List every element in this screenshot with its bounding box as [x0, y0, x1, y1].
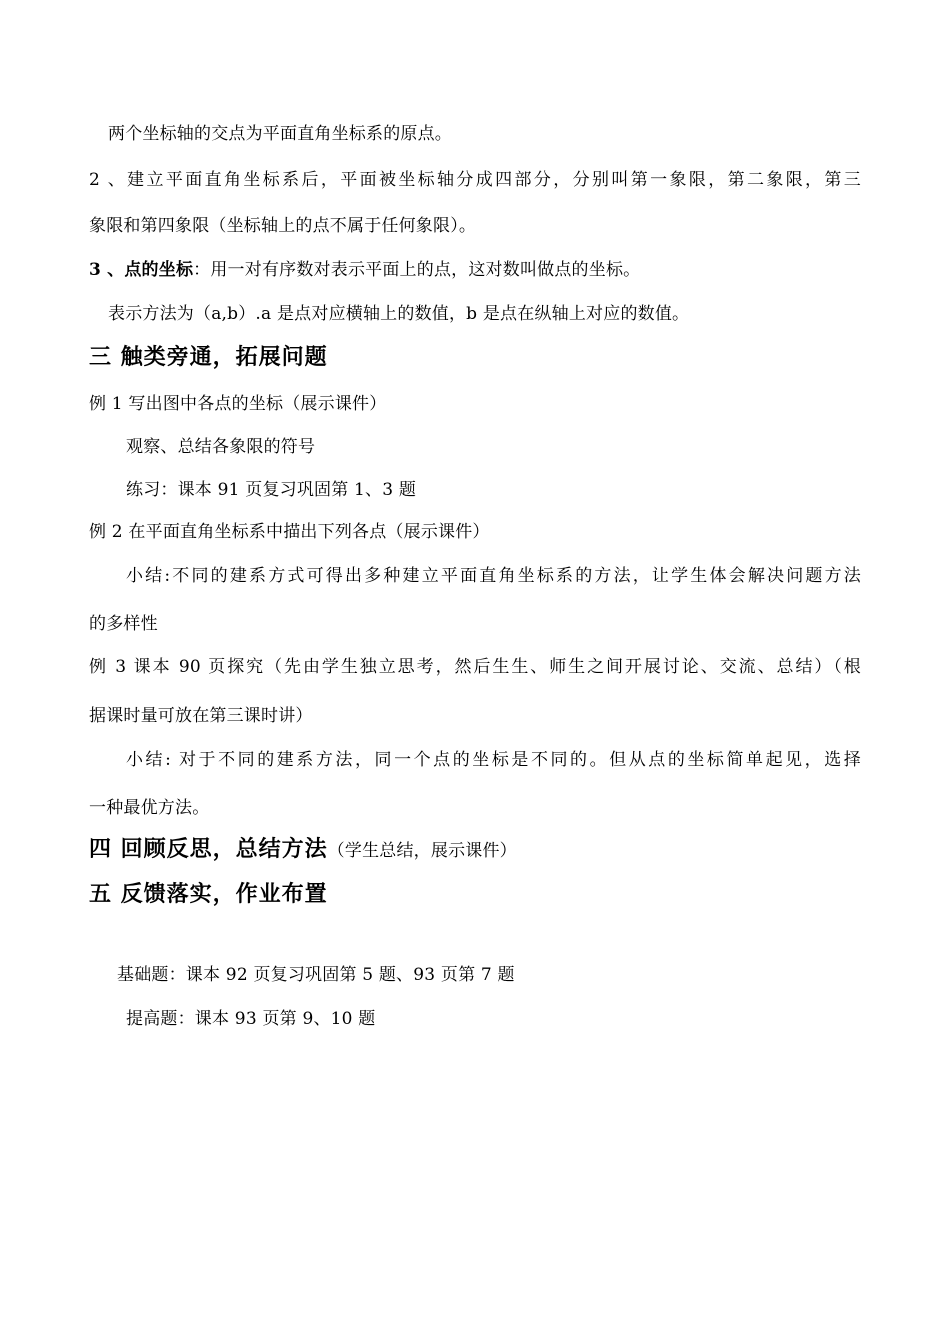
item-3	[89, 258, 640, 282]
summary-1-line-1: 小结:不同的建系方式可得出多种建立平面直角坐标系的方法，让学生体会解决问题方法	[126, 566, 861, 586]
example-3-line-1: 例 3 课本 90 页探究（先由学生独立思考，然后生生、师生之间开展讨论、交流、总结）（根	[89, 657, 861, 677]
observe-line: 观察、总结各象限的符号	[126, 437, 316, 457]
section-4-note: （学生总结，展示课件）	[327, 841, 517, 861]
section-4-title: 四 回顾反思，总结方法	[89, 837, 328, 862]
basic-homework: 基础题：课本 92 页复习巩固第 5 题、93 页第 7 题	[117, 965, 515, 985]
example-2: 例 2 在平面直角坐标系中描出下列各点（展示课件）	[89, 522, 490, 542]
item-3-text: ：用一对有序数对表示平面上的点，这对数叫做点的坐标。	[193, 260, 641, 280]
item-2-line-2: 象限和第四象限（坐标轴上的点不属于任何象限）。	[89, 216, 477, 236]
notation-line: 表示方法为（a,b）.a 是点对应横轴上的数值，b 是点在纵轴上对应的数值。	[108, 304, 690, 324]
item-2-line-1: 2 、建立平面直角坐标系后，平面被坐标轴分成四部分，分别叫第一象限，第二象限，第三	[89, 170, 861, 190]
summary-2-line-2: 一种最优方法。	[89, 798, 210, 818]
practice-line: 练习：课本 91 页复习巩固第 1、3 题	[126, 480, 417, 500]
summary-1-line-2: 的多样性	[89, 614, 158, 634]
section-4-heading	[89, 835, 517, 866]
advanced-homework: 提高题：课本 93 页第 9、10 题	[126, 1009, 376, 1029]
summary-2-line-1: 小结: 对于不同的建系方法，同一个点的坐标是不同的。但从点的坐标简单起见，选择	[126, 750, 861, 770]
example-3-line-2: 据课时量可放在第三课时讲）	[89, 706, 313, 726]
item-3-label: 3 、点的坐标	[89, 260, 194, 280]
example-1: 例 1 写出图中各点的坐标（展示课件）	[89, 394, 387, 414]
origin-definition: 两个坐标轴的交点为平面直角坐标系的原点。	[108, 124, 452, 144]
section-3-heading: 三 触类旁通，拓展问题	[89, 345, 328, 370]
section-5-heading: 五 反馈落实，作业布置	[89, 882, 328, 907]
